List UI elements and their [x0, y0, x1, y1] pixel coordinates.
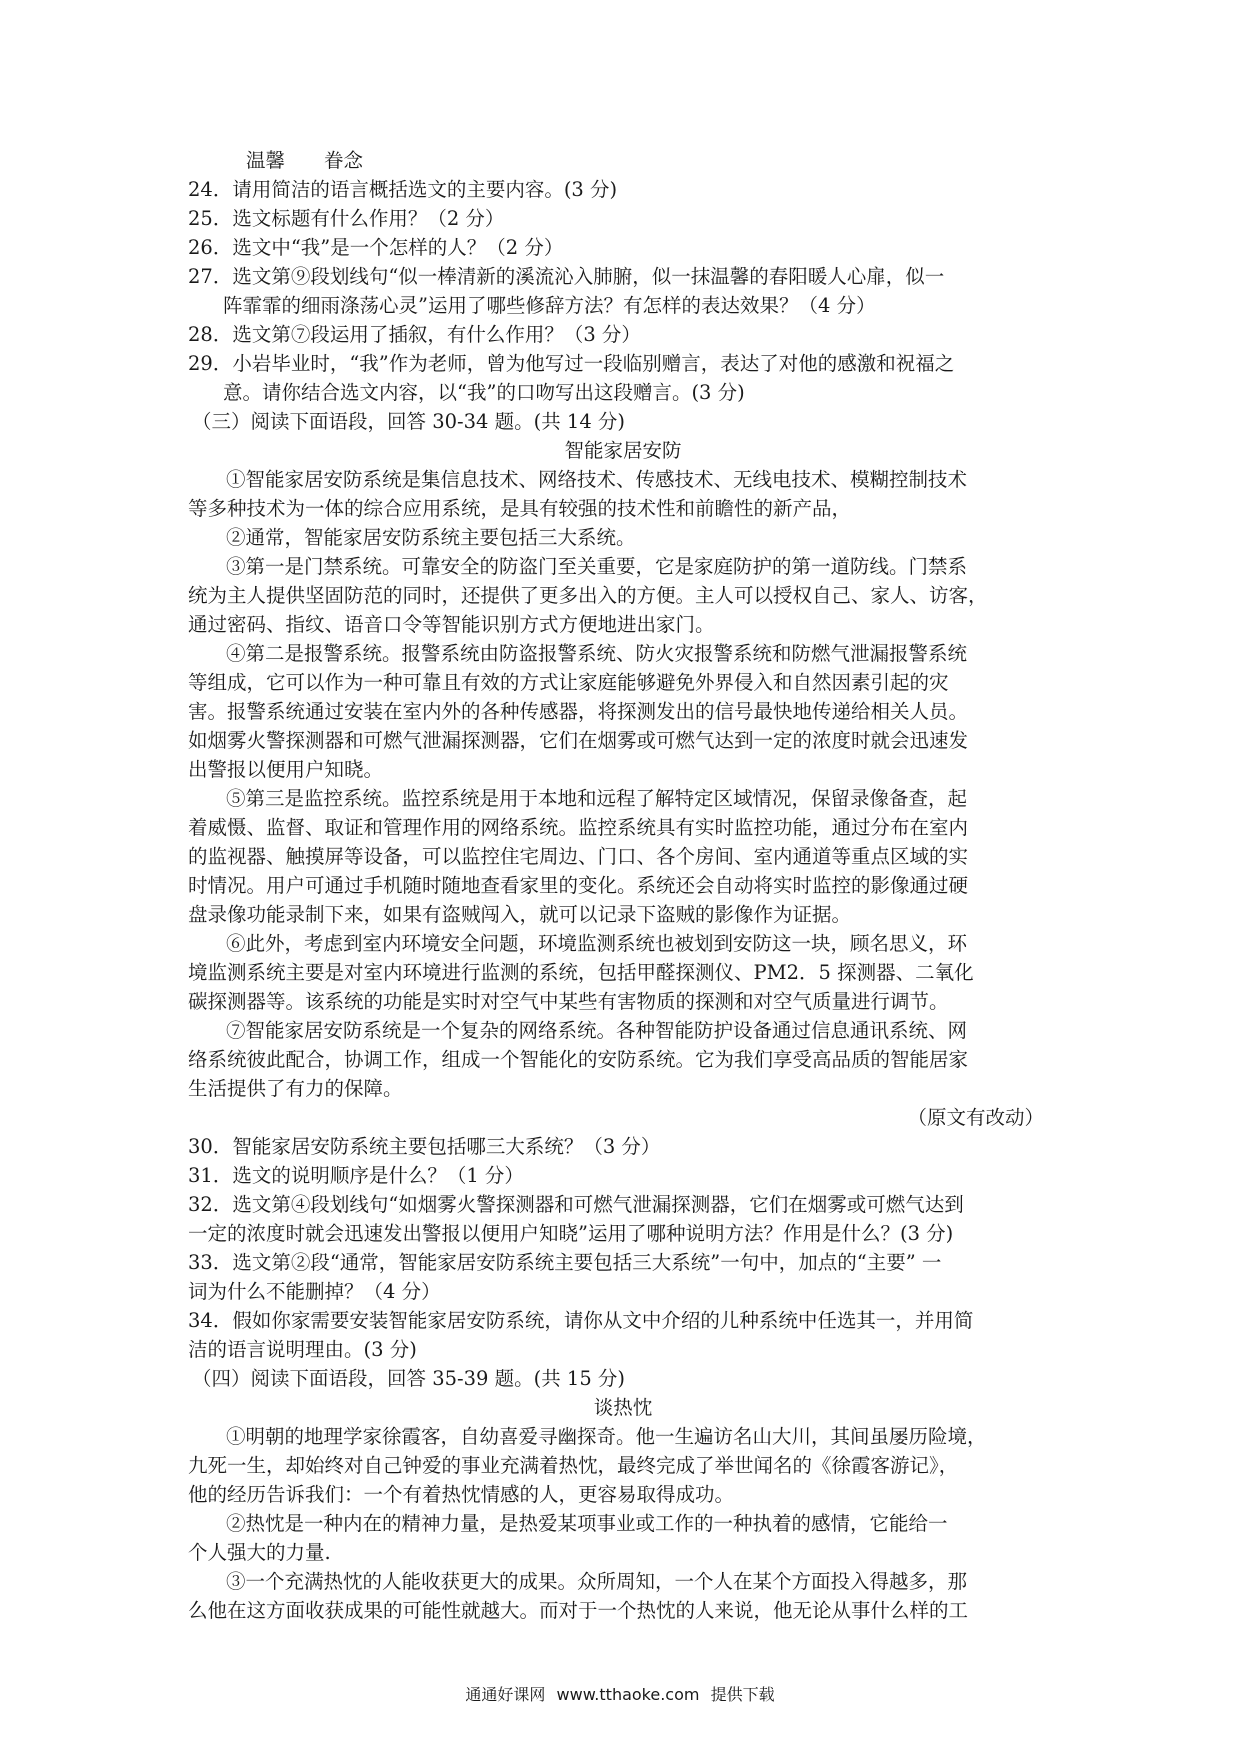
paragraph-5-line: 时情况。用户可通过手机随时随地查看家里的变化。系统还会自动将实时监控的影像通过硬: [188, 874, 969, 897]
paragraph-5-line: 的监视器、触摸屏等设备，可以监控住宅周边、门口、各个房间、室内通道等重点区域的实: [188, 845, 969, 868]
question-32-cont: 一定的浓度时就会迅速发出警报以便用户知晓”运用了哪种说明方法？作用是什么？(3 分): [188, 1222, 954, 1245]
section-4-heading: （四）阅读下面语段，回答 35-39 题。(共 15 分): [192, 1367, 626, 1390]
essay-paragraph-2-line: 个人强大的力量.: [188, 1541, 331, 1564]
paragraph-5-line: 盘录像功能录制下来，如果有盗贼闯入，就可以记录下盗贼的影像作为证据。: [188, 903, 852, 926]
paragraph-2: ②通常，智能家居安防系统主要包括三大系统。: [226, 526, 636, 549]
question-25: 25．选文标题有什么作用？（2 分）: [188, 207, 505, 230]
paragraph-4-line: 害。报警系统通过安装在室内外的各种传感器，将探测发出的信号最快地传递给相关人员。: [188, 700, 969, 723]
paragraph-7-line: 络系统彼此配合，协调工作，组成一个智能化的安防系统。它为我们享受高品质的智能居家: [188, 1048, 969, 1071]
paragraph-6-line: 碳探测器等。该系统的功能是实时对空气中某些有害物质的探测和对空气质量进行调节。: [188, 990, 949, 1013]
paragraph-4-line: 等组成，它可以作为一种可靠且有效的方式让家庭能够避免外界侵入和自然因素引起的灾: [188, 671, 949, 694]
footer-site-name: 通通好课网: [465, 1685, 546, 1704]
question-27: 27．选文第⑨段划线句“似一棒清新的溪流沁入肺腑，似一抹温馨的春阳暖人心扉，似一: [188, 265, 945, 288]
paragraph-3-line: 通过密码、指纹、语音口令等智能识别方式方便地进出家门。: [188, 613, 715, 636]
paragraph-6: ⑥此外，考虑到室内环境安全问题，环境监测系统也被划到安防这一块，顾名思义，环: [226, 932, 968, 955]
footer-url: www.tthaoke.com: [556, 1685, 700, 1704]
article-title-4: 谈热忱: [593, 1396, 653, 1419]
question-29-cont: 意。请你结合选文内容，以“我”的口吻写出这段赠言。(3 分): [223, 381, 745, 404]
paragraph-1: ①智能家居安防系统是集信息技术、网络技术、传感技术、无线电技术、模糊控制技术: [226, 468, 968, 491]
paragraph-4: ④第二是报警系统。报警系统由防盗报警系统、防火灾报警系统和防燃气泄漏报警系统: [226, 642, 968, 665]
vocab-words: 温馨 眷念: [246, 149, 364, 172]
question-34-cont: 洁的语言说明理由。(3 分): [188, 1338, 417, 1361]
source-note: （原文有改动）: [907, 1106, 1044, 1129]
paragraph-3-line: 统为主人提供坚固防范的同时，还提供了更多出入的方便。主人可以授权自己、家人、访客，: [188, 584, 988, 607]
essay-paragraph-1-line: 他的经历告诉我们：一个有着热忱情感的人，更容易取得成功。: [188, 1483, 735, 1506]
paragraph-7-line: 生活提供了有力的保障。: [188, 1077, 403, 1100]
paragraph-5-line: 着威慑、监督、取证和管理作用的网络系统。监控系统具有实时监控功能，通过分布在室内: [188, 816, 969, 839]
essay-paragraph-1-line: 九死一生，却始终对自己钟爱的事业充满着热忱，最终完成了举世闻名的《徐霞客游记》，: [188, 1454, 959, 1477]
question-33: 33．选文第②段“通常，智能家居安防系统主要包括三大系统”一句中，加点的“主要” 一: [188, 1251, 942, 1274]
essay-paragraph-3: ③一个充满热忱的人能收获更大的成果。众所周知，一个人在某个方面投入得越多，那: [226, 1570, 968, 1593]
page-content: [188, 146, 1058, 1625]
paragraph-7: ⑦智能家居安防系统是一个复杂的网络系统。各种智能防护设备通过信息通讯系统、网: [226, 1019, 968, 1042]
footer-suffix: 提供下载: [710, 1685, 775, 1704]
paragraph-1-line: 等多种技术为一体的综合应用系统，是具有较强的技术性和前瞻性的新产品，: [188, 497, 852, 520]
paragraph-5: ⑤第三是监控系统。监控系统是用于本地和远程了解特定区域情况，保留录像备查，起: [226, 787, 968, 810]
question-26: 26．选文中“我”是一个怎样的人？（2 分）: [188, 236, 564, 259]
essay-paragraph-3-line: 么他在这方面收获成果的可能性就越大。而对于一个热忱的人来说，他无论从事什么样的工: [188, 1599, 969, 1622]
paragraph-4-line: 如烟雾火警探测器和可燃气泄漏探测器，它们在烟雾或可燃气达到一定的浓度时就会迅速发: [188, 729, 969, 752]
question-34: 34．假如你家需要安装智能家居安防系统，请你从文中介绍的儿种系统中任选其一，并用简: [188, 1309, 974, 1332]
question-29: 29．小岩毕业时，“我”作为老师，曾为他写过一段临别赠言，表达了对他的感激和祝福之: [188, 352, 955, 375]
section-3-heading: （三）阅读下面语段，回答 30-34 题。(共 14 分): [192, 410, 626, 433]
essay-paragraph-2: ②热忱是一种内在的精神力量，是热爱某项事业或工作的一种执着的感情，它能给一: [226, 1512, 948, 1535]
article-title-3: 智能家居安防: [564, 439, 682, 462]
question-24: 24．请用简洁的语言概括选文的主要内容。(3 分): [188, 178, 618, 201]
paragraph-6-line: 境监测系统主要是对室内环境进行监测的系统，包括甲醛探测仪、PM2．5 探测器、二氧化: [188, 961, 974, 984]
question-30: 30．智能家居安防系统主要包括哪三大系统？（3 分）: [188, 1135, 661, 1158]
question-28: 28．选文第⑦段运用了插叙，有什么作用？（3 分）: [188, 323, 641, 346]
question-31: 31．选文的说明顺序是什么？（1 分）: [188, 1164, 524, 1187]
paragraph-3: ③第一是门禁系统。可靠安全的防盗门至关重要，它是家庭防护的第一道防线。门禁系: [226, 555, 968, 578]
question-33-cont: 词为什么不能删掉？（4 分）: [188, 1280, 441, 1303]
question-32: 32．选文第④段划线句“如烟雾火警探测器和可燃气泄漏探测器，它们在烟雾或可燃气达到: [188, 1193, 964, 1216]
essay-paragraph-1: ①明朝的地理学家徐霞客，自幼喜爱寻幽探奇。他一生遍访名山大川，其间虽屡历险境，: [226, 1425, 987, 1448]
paragraph-4-line: 出警报以便用户知晓。: [188, 758, 384, 781]
question-27-cont: 阵霏霏的细雨涤荡心灵”运用了哪些修辞方法？有怎样的表达效果？（4 分）: [223, 294, 876, 317]
page-footer: [0, 1680, 1240, 1709]
